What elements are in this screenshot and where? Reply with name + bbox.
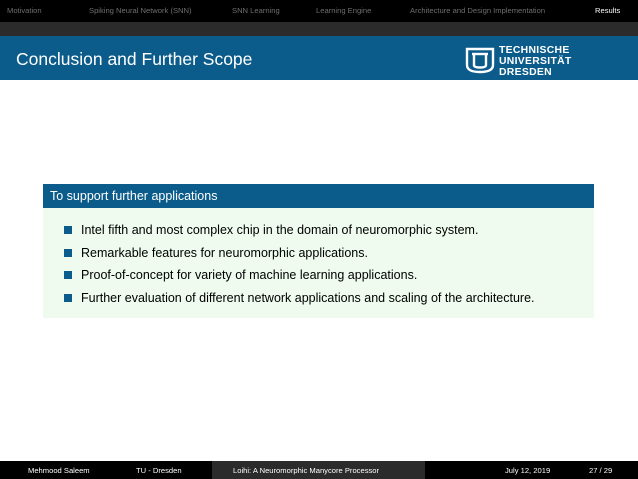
logo-text-line2: UNIVERSITÄT <box>499 56 572 67</box>
list-item <box>43 242 594 265</box>
footer-page-number: 27 / 29 <box>589 466 613 475</box>
square-bullet-icon <box>64 294 72 302</box>
footer-center <box>212 461 425 479</box>
list-item-text: Proof-of-concept for variety of machine learning applications. <box>81 268 418 283</box>
square-bullet-icon <box>64 271 72 279</box>
footer-author: Mehmood Saleem <box>28 466 90 475</box>
list-item <box>43 264 594 287</box>
square-bullet-icon <box>64 249 72 257</box>
square-bullet-icon <box>64 226 72 234</box>
nav-item-snn[interactable]: Spiking Neural Network (SNN) <box>89 6 192 15</box>
logo-text-line3: DRESDEN <box>499 67 552 78</box>
list-item <box>43 219 594 242</box>
navigation-bar <box>0 0 638 22</box>
footer-institute: TU - Dresden <box>136 466 182 475</box>
list-item-text: Remarkable features for neuromorphic applications. <box>81 245 368 260</box>
footer-date: July 12, 2019 <box>505 466 551 475</box>
content-block <box>43 184 594 318</box>
nav-item-snn-learning[interactable]: SNN Learning <box>232 6 280 15</box>
list-item-text: Further evaluation of different network applications and scaling of the architecture. <box>81 290 535 305</box>
block-title: To support further applications <box>43 184 594 208</box>
nav-item-learning-engine[interactable]: Learning Engine <box>316 6 372 15</box>
page-title: Conclusion and Further Scope <box>16 49 253 69</box>
nav-item-motivation[interactable]: Motivation <box>7 6 42 15</box>
logo-text-line1: TECHNISCHE <box>499 45 570 56</box>
block-body <box>43 208 594 318</box>
footer-bar <box>0 461 638 479</box>
list-item-text: Intel fifth and most complex chip in the domain of neuromorphic system. <box>81 223 479 238</box>
footer-left <box>0 461 212 479</box>
nav-item-architecture[interactable]: Architecture and Design Implementation <box>410 6 546 15</box>
nav-item-results[interactable]: Results <box>595 6 621 15</box>
list-item <box>43 287 594 310</box>
footer-title: Loihi: A Neuromorphic Manycore Processor <box>233 466 380 475</box>
subsection-bar <box>0 22 638 36</box>
footer-right <box>425 461 638 479</box>
